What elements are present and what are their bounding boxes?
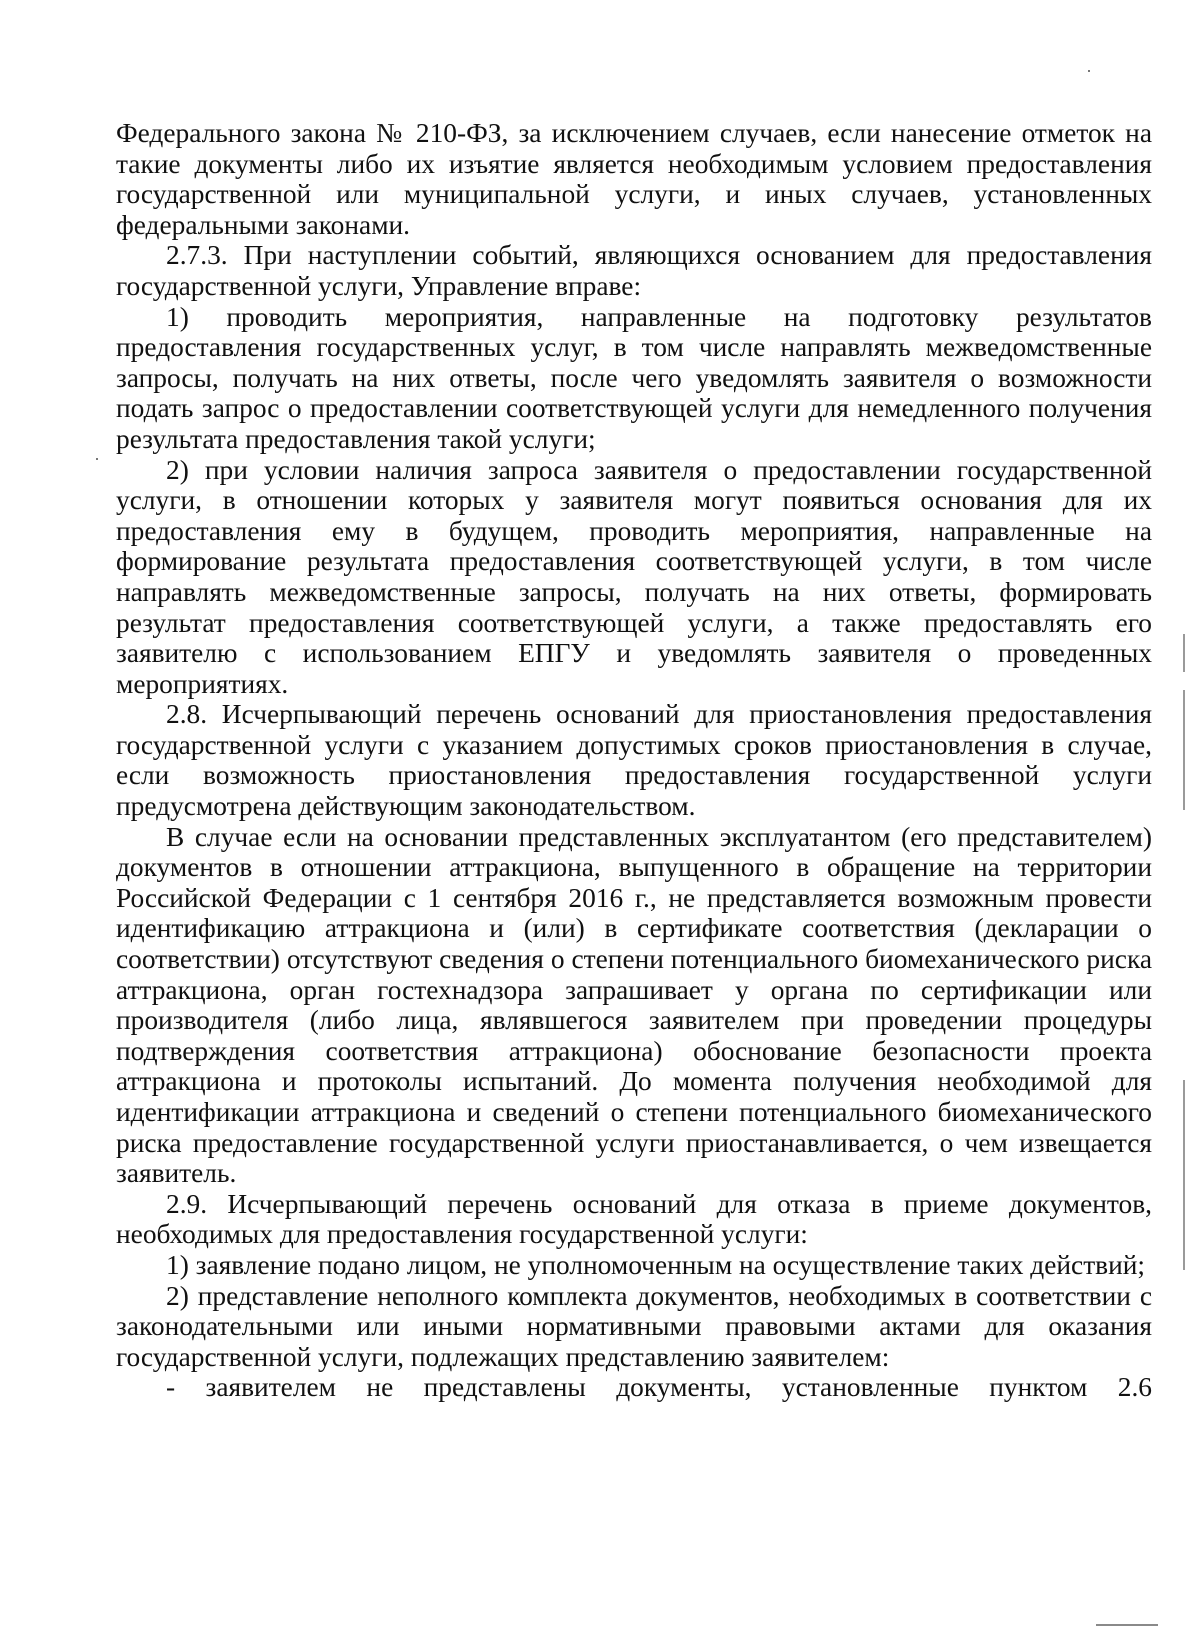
paragraph-suspension-case: В случае если на основании представленных эксплуатантом (его представителем) документов в отношении аттракциона, выпущенного в обращение на территории Российской Федерации с 1 сентября 2016 г., не представляется возможным провести идентификацию аттракциона и (или) в сертификате соответствия (декларации о соответствии) отсутствуют сведения о степени потенциального биомеханического риска аттракциона, орган гостехнадзора запрашивает у органа по сертификации или производителя (либо лица, являвшегося заявителем при проведении процедуры подтверждения соответствия аттракциона) обоснование безопасности проекта аттракциона и протоколы испытаний. До момента получения необходимой для идентификации аттракциона и сведений о степени потенциального биомеханического риска предоставление государственной услуги приостанавливается, о чем извещается заявитель. [116, 821, 1152, 1189]
scan-speck [1088, 70, 1090, 72]
refusal-item-2: 2) представление неполного комплекта документов, необходимых в соответствии с законодательными или иными нормативными правовыми актами для оказания государственной услуги, подлежащих представлению заявителем: [116, 1280, 1152, 1372]
scan-speck [96, 458, 98, 460]
scan-edge-mark [1183, 1080, 1185, 1270]
document-body [116, 118, 1152, 1403]
scan-edge-mark [1183, 634, 1185, 672]
refusal-item-1: 1) заявление подано лицом, не уполномоченным на осуществление таких действий; [166, 1249, 1146, 1280]
paragraph-continuation: Федерального закона № 210-ФЗ, за исключением случаев, если нанесение отметок на такие документы либо их изъятие является необходимым условием предоставления государственной или муниципальной услуги, и иных случаев, установленных федеральными законами. [116, 118, 1152, 240]
paragraph-2-8: 2.8. Исчерпывающий перечень оснований для приостановления предоставления государственной услуги с указанием допустимых сроков приостановления в случае, если возможность приостановления предоставления государственной услуги предусмотрена действующим законодательством. [116, 699, 1152, 822]
list-item-1: 1) проводить мероприятия, направленные на подготовку результатов предоставления государственных услуг, в том числе направлять межведомственные запросы, получать на них ответы, после чего уведомлять заявителя о возможности подать запрос о предоставлении соответствующей услуги для немедленного получения результата предоставления такой услуги; [116, 301, 1152, 454]
scan-edge-mark [1183, 690, 1185, 810]
list-item-2: 2) при условии наличия запроса заявителя о предоставлении государственной услуги, в отношении которых у заявителя могут появиться основания для их предоставления ему в будущем, проводить мероприятия, направленные на формирование результата предоставления соответствующей услуги, в том числе направлять межведомственные запросы, получать на них ответы, формировать результат предоставления соответствующей услуги, а также предоставлять его заявителю с использованием ЕПГУ и уведомлять заявителя о проведенных мероприятиях. [116, 454, 1152, 699]
scan-bottom-mark [1096, 1624, 1158, 1626]
refusal-subitem: - заявителем не представлены документы, установленные пунктом 2.6 [166, 1372, 1152, 1403]
paragraph-2-9: 2.9. Исчерпывающий перечень оснований для отказа в приеме документов, необходимых для предоставления государственной услуги: [116, 1188, 1152, 1250]
paragraph-2-7-3: 2.7.3. При наступлении событий, являющихся основанием для предоставления государственной услуги, Управление вправе: [116, 240, 1152, 301]
